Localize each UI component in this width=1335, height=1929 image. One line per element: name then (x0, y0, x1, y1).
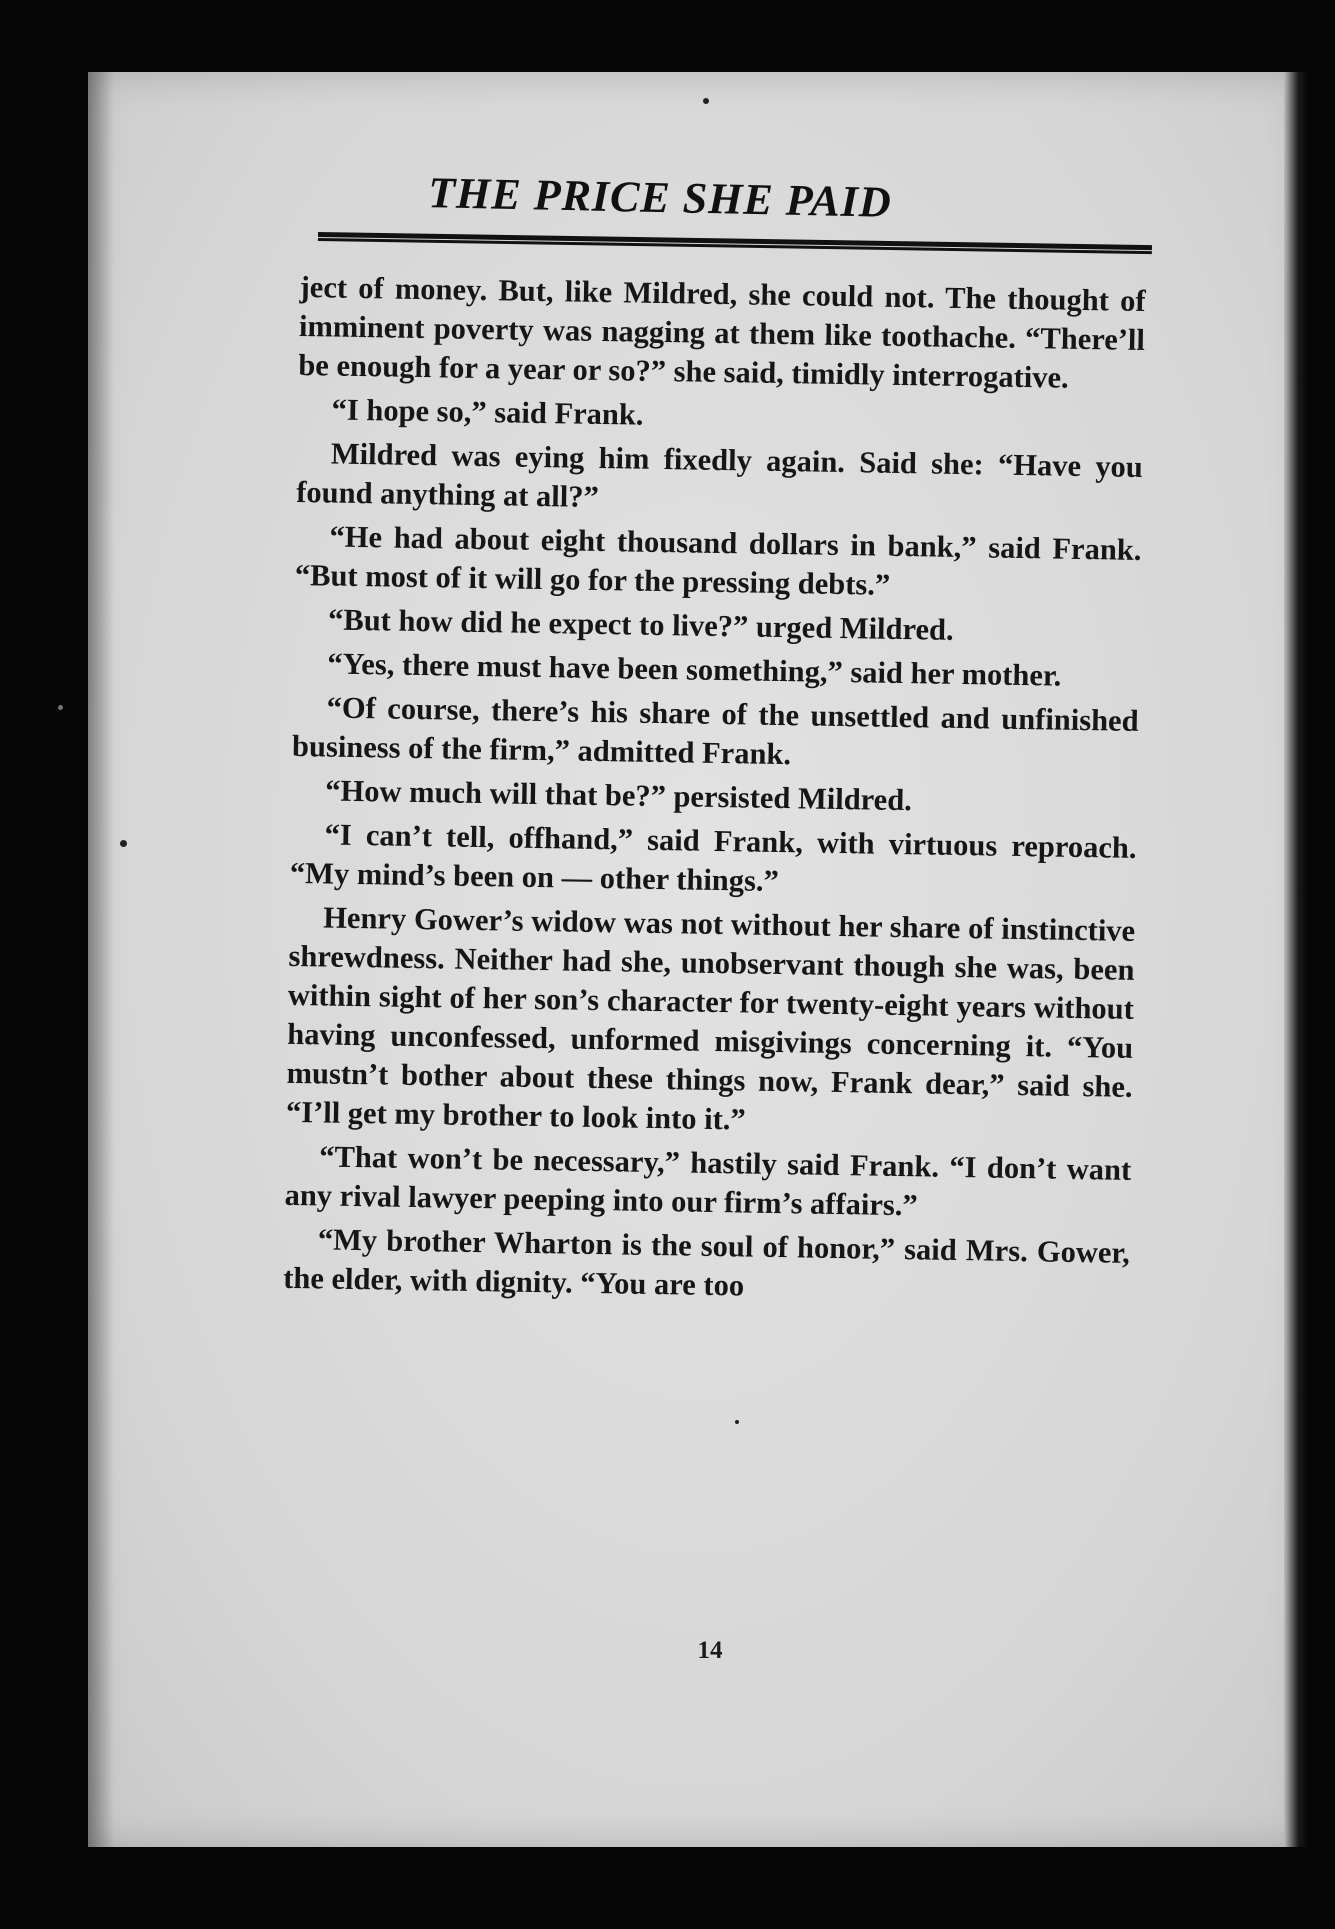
dust-speck (703, 98, 709, 104)
paragraph: Henry Gower’s widow was not without her share of instinctive shrewdness. Neither had she, unobservant though she was, been within sight of her son’s character for twenty-eight years without having unconfessed, unformed misgivings concerning it. “You mustn’t bother about these things now, Frank dear,” said she. “I’ll get my brother to look into it.” (285, 900, 1136, 1137)
page-number: 14 (697, 1637, 723, 1664)
dust-speck (58, 705, 63, 710)
page-edge (1284, 72, 1308, 1847)
paragraph: “I can’t tell, offhand,” said Frank, with virtuous reproach. “My mind’s been on — other things.” (289, 817, 1137, 899)
spine-shadow (88, 72, 114, 1847)
paragraph: “My brother Wharton is the soul of honor,” said Mrs. Gower, the elder, with dignity. “You are too (282, 1222, 1131, 1303)
paragraph: “Yes, there must have been something,” said her mother. (327, 646, 1062, 693)
paragraph: Mildred was eying him fixedly again. Said she: “Have you found anything at all?” (296, 436, 1144, 514)
paragraph: “How much will that be?” persisted Mildred. (325, 773, 913, 818)
paragraph: “I hope so,” said Frank. (331, 392, 644, 432)
paragraph: “That won’t be necessary,” hastily said Frank. “I don’t want any rival lawyer peeping into our firm’s affairs.” (284, 1139, 1132, 1223)
running-header-title: THE PRICE SHE PAID (427, 168, 893, 227)
paragraph: ject of money. But, like Mildred, she could not. The thought of imminent poverty was nagging at them like toothache. “There’ll be enough for a year or so?” she said, timidly interrogative. (298, 269, 1146, 395)
dust-speck (735, 1420, 739, 1424)
paragraph: “But how did he expect to live?” urged Mildred. (327, 602, 954, 647)
paragraph: “Of course, there’s his share of the unsettled and unfinished business of the firm,” admitted Frank. (291, 690, 1139, 772)
paragraph: “He had about eight thousand dollars in bank,” said Frank. “But most of it will go for the pressing debts.” (294, 519, 1142, 602)
dust-speck (120, 840, 127, 847)
body-text (283, 268, 1146, 1317)
